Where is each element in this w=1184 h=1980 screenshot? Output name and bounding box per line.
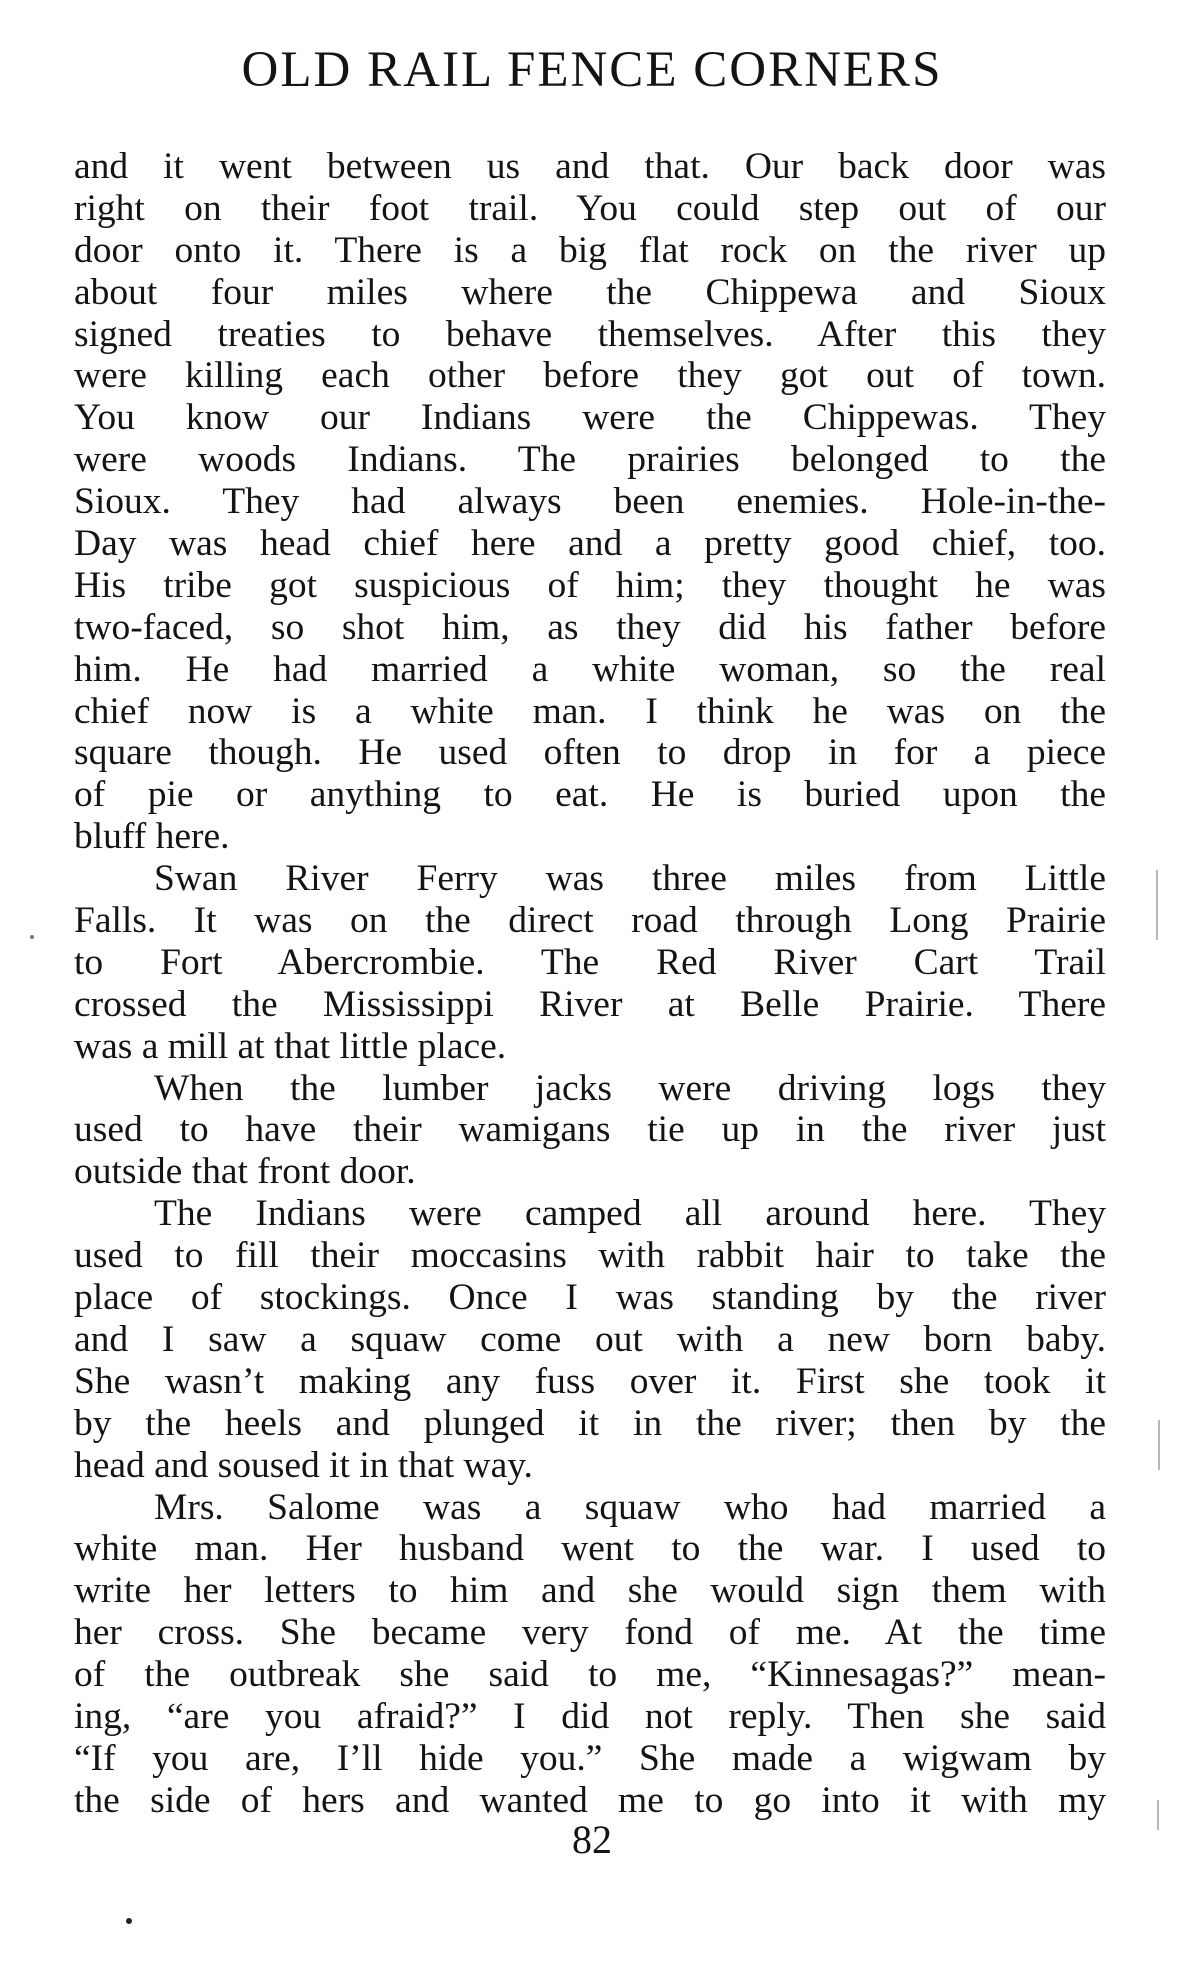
text-line: square though. He used often to drop in for a piece: [74, 732, 1106, 774]
paragraph-end-line: bluff here.: [74, 816, 230, 858]
text-line: by the heels and plunged it in the river; then by the: [74, 1402, 1106, 1444]
text-line: place of stockings. Once I was standing by the river: [74, 1277, 1106, 1319]
text-line: door onto it. There is a big flat rock on the river up: [74, 229, 1106, 271]
text-line: of pie or anything to eat. He is buried upon the: [74, 774, 1106, 816]
text-line: about four miles where the Chippewa and Sioux: [74, 271, 1106, 313]
text-line: two-faced, so shot him, as they did his father before: [74, 606, 1106, 648]
text-line: Day was head chief here and a pretty good chief, too.: [74, 523, 1106, 565]
text-line: Falls. It was on the direct road through Long Prairie: [74, 900, 1106, 942]
text-line: her cross. She became very fond of me. At the time: [74, 1612, 1106, 1654]
margin-artifact: [1157, 1800, 1159, 1830]
margin-speck: [30, 935, 34, 939]
text-line: him. He had married a white woman, so the real: [74, 648, 1106, 690]
text-line: signed treaties to behave themselves. After this they: [74, 313, 1106, 355]
text-line: chief now is a white man. I think he was on the: [74, 690, 1106, 732]
text-line: were woods Indians. The prairies belonged to the: [74, 439, 1106, 481]
print-speck: [126, 1918, 132, 1924]
paragraph-end-line: outside that front door.: [74, 1151, 416, 1193]
paragraph-start-line: Mrs. Salome was a squaw who had married a: [154, 1486, 1106, 1528]
page-number: 82: [572, 1817, 612, 1862]
body-text: [74, 146, 1106, 1822]
text-line: to Fort Abercrombie. The Red River Cart Trail: [74, 941, 1106, 983]
text-line: used to have their wamigans tie up in the river just: [74, 1109, 1106, 1151]
text-line: “If you are, I’ll hide you.” She made a wigwam by: [74, 1737, 1106, 1779]
running-head-title: OLD RAIL FENCE CORNERS: [241, 42, 943, 98]
text-line: write her letters to him and she would sign them with: [74, 1570, 1106, 1612]
text-line: ing, “are you afraid?” I did not reply. Then she said: [74, 1695, 1106, 1737]
margin-artifact: [1158, 1420, 1160, 1470]
margin-artifact: [1156, 870, 1158, 940]
text-line: white man. Her husband went to the war. I used to: [74, 1528, 1106, 1570]
text-line: were killing each other before they got out of town.: [74, 355, 1106, 397]
text-line: and I saw a squaw come out with a new born baby.: [74, 1318, 1106, 1360]
text-line: right on their foot trail. You could step out of our: [74, 187, 1106, 229]
text-line: She wasn’t making any fuss over it. First she took it: [74, 1360, 1106, 1402]
text-line: His tribe got suspicious of him; they thought he was: [74, 564, 1106, 606]
text-line: and it went between us and that. Our back door was: [74, 146, 1106, 187]
text-line: the side of hers and wanted me to go into it with my: [74, 1779, 1106, 1821]
text-line: used to fill their moccasins with rabbit hair to take the: [74, 1235, 1106, 1277]
text-line: You know our Indians were the Chippewas. They: [74, 397, 1106, 439]
paragraph-end-line: head and soused it in that way.: [74, 1444, 533, 1486]
text-line: Sioux. They had always been enemies. Hole-in-the-: [74, 481, 1106, 523]
paragraph-start-line: When the lumber jacks were driving logs they: [154, 1067, 1106, 1109]
paragraph-start-line: Swan River Ferry was three miles from Little: [154, 858, 1106, 900]
text-line: crossed the Mississippi River at Belle Prairie. There: [74, 983, 1106, 1025]
paragraph-end-line: was a mill at that little place.: [74, 1025, 507, 1067]
text-line: of the outbreak she said to me, “Kinnesagas?” mean-: [74, 1654, 1106, 1696]
paragraph-start-line: The Indians were camped all around here. They: [154, 1193, 1106, 1235]
